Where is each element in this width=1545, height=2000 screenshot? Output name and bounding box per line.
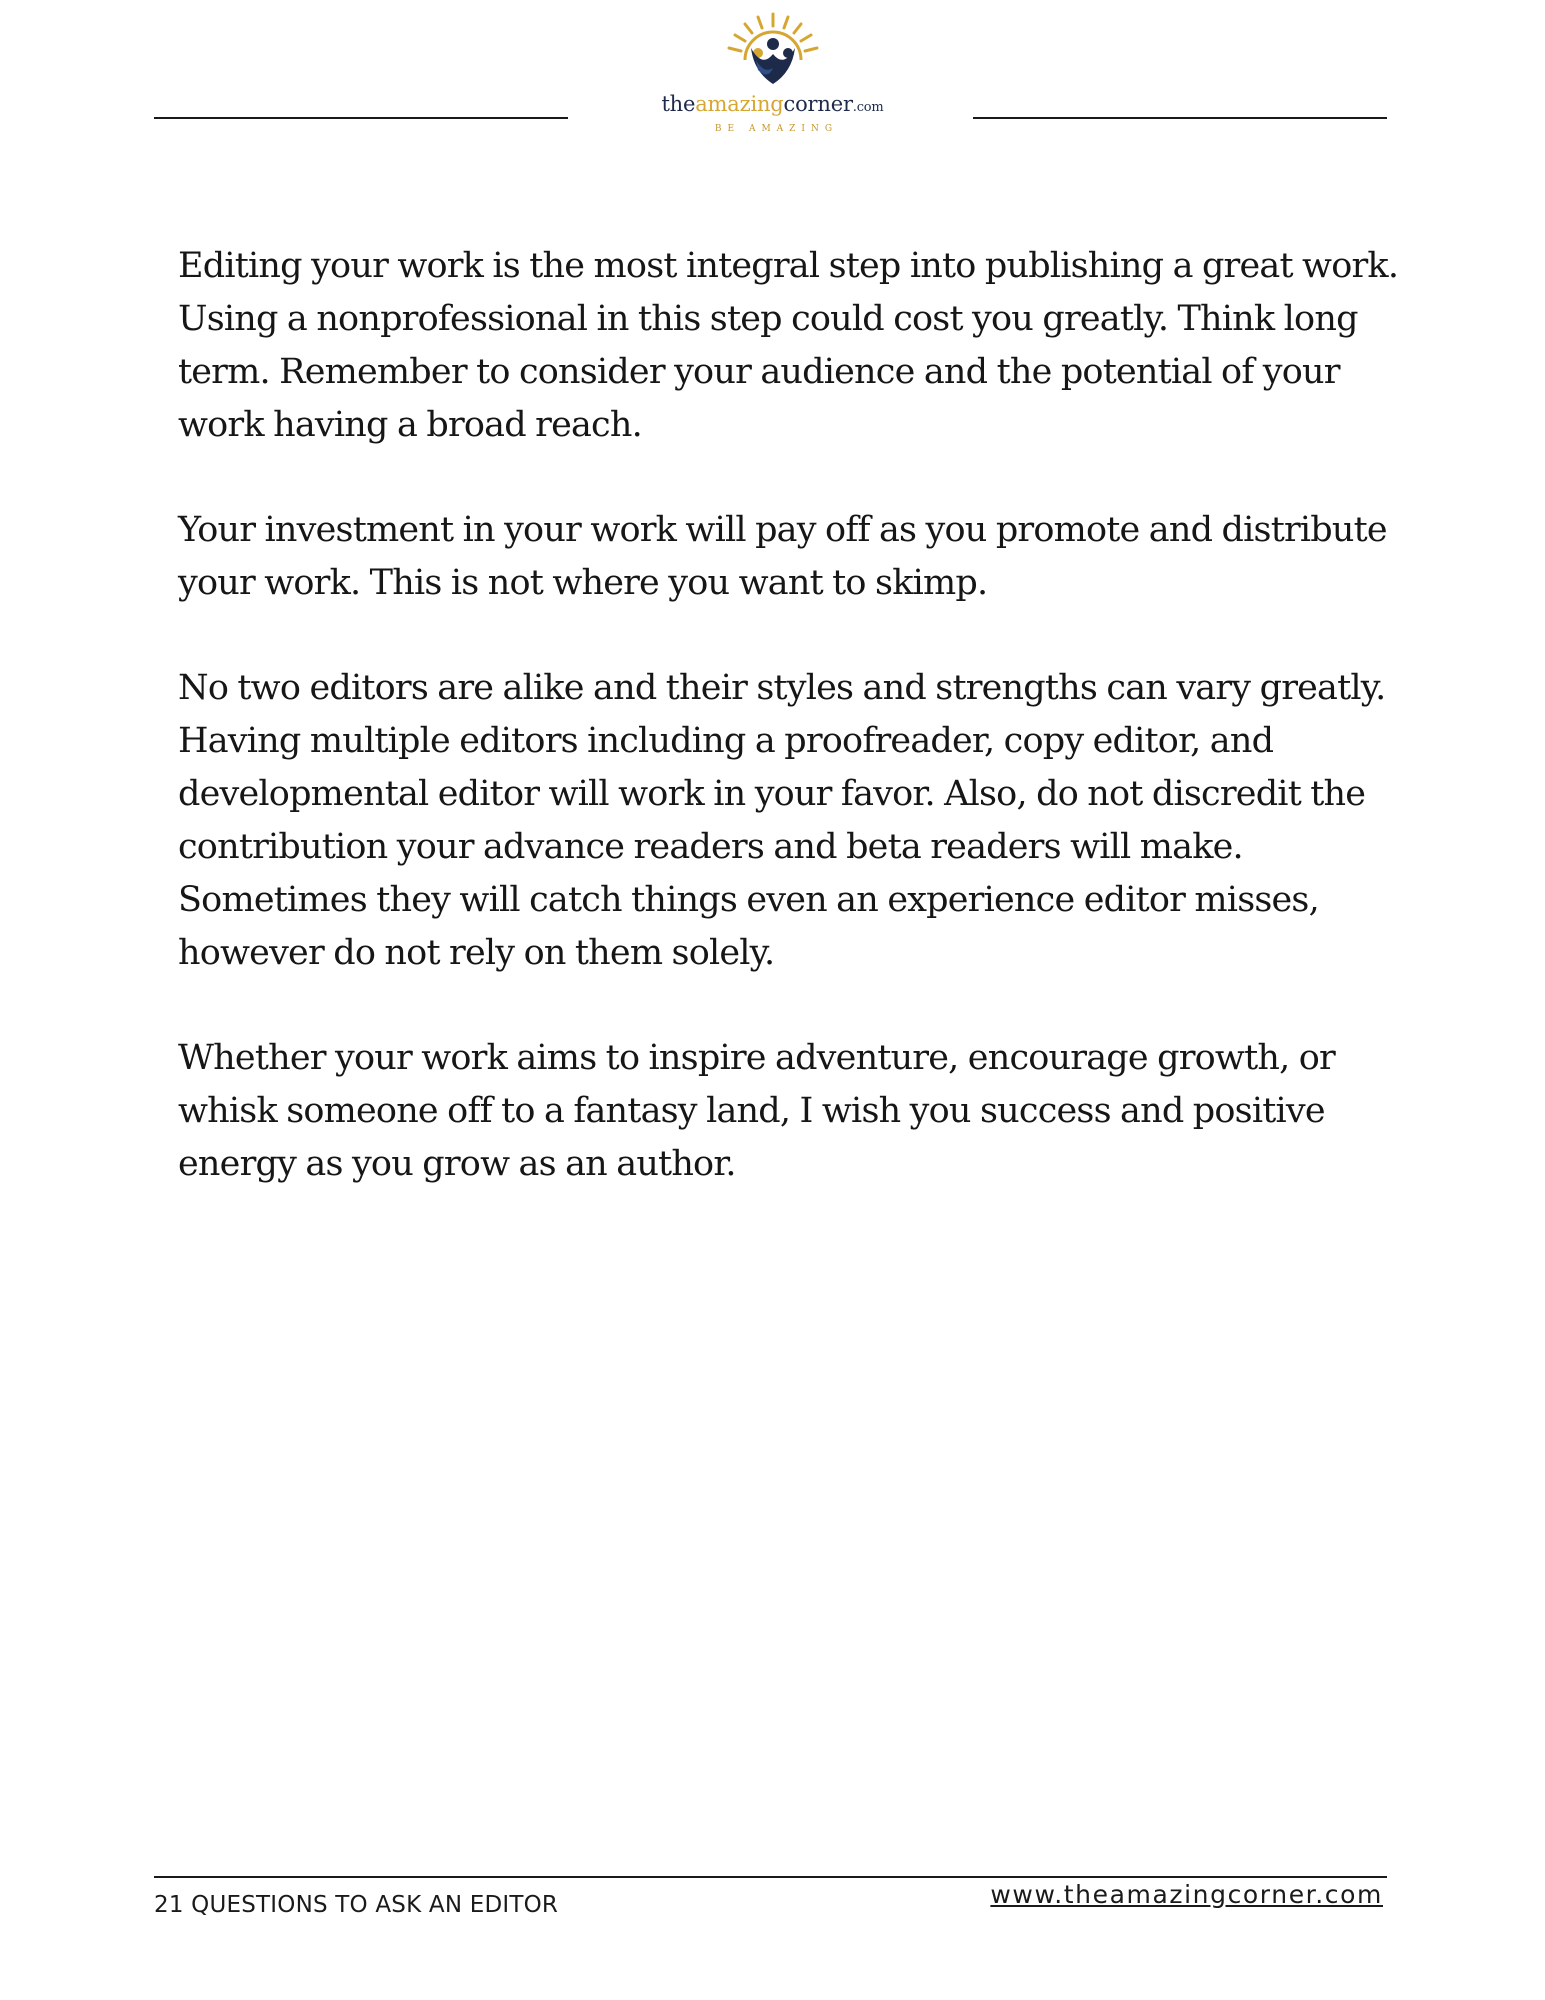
footer-rule xyxy=(154,1876,1387,1878)
logo-word-com: .com xyxy=(852,100,884,115)
paragraph: Whether your work aims to inspire adventure, encourage growth, or whisk someone off to a fantasy land, I wish you success and positive energy as you grow as an author. xyxy=(178,1038,1335,1184)
paragraph: Your investment in your work will pay off as you promote and distribute your work. This is not where you want to skimp. xyxy=(178,510,1387,603)
header-rule-right xyxy=(973,117,1387,119)
sun-with-figures-logo-icon xyxy=(718,10,828,90)
paragraph: Editing your work is the most integral step into publishing a great work. Using a nonprofessional in this step could cost you greatly. Think long term. Remember to consider your audience and the potential of your work having a broad reach. xyxy=(178,246,1399,445)
paragraph: No two editors are alike and their styles and strengths can vary greatly. Having multiple editors including a proofreader, copy editor, and developmental editor will work in your favor. Also, do not discredit the contribution your advance readers and beta readers will make. Sometimes they will catch things even an experience editor misses, however do not rely on them solely. xyxy=(178,668,1386,973)
logo-word-corner: corner xyxy=(783,92,853,116)
header-rule-left xyxy=(154,117,568,119)
footer-document-title: 21 QUESTIONS TO ASK AN EDITOR xyxy=(154,1892,559,1918)
body-text xyxy=(178,240,1418,1243)
logo-wordmark xyxy=(640,92,905,120)
logo-word-amazing: amazing xyxy=(695,92,784,116)
site-logo xyxy=(640,10,905,140)
footer-website-link[interactable]: www.theamazingcorner.com xyxy=(990,1880,1383,1909)
logo-tagline: BE AMAZING xyxy=(714,124,839,134)
logo-word-the: the xyxy=(661,92,696,116)
